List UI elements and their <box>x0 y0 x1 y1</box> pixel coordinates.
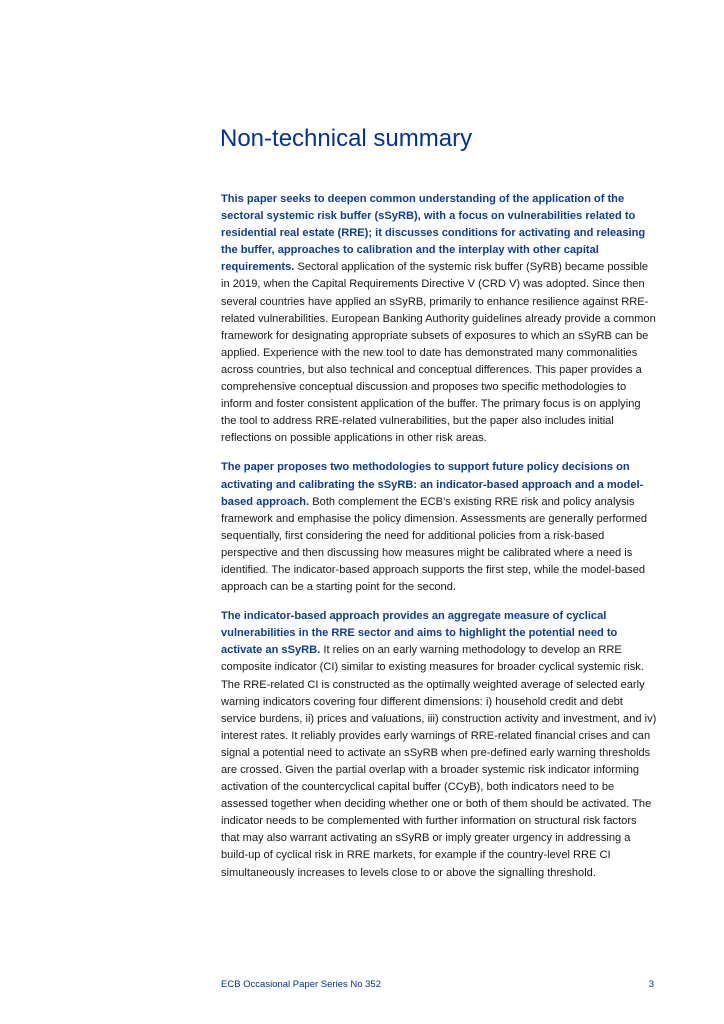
page-title: Non-technical summary <box>220 125 473 152</box>
paragraph-3 <box>221 608 658 882</box>
footer-page-number: 3 <box>648 979 654 990</box>
paragraph-lead: This paper seeks to deepen common understanding of the application of the sectoral systemic risk buffer (sSyRB), with a focus on vulnerabilities related to residential real estate (RRE); it discusses conditions for activating and releasing the buffer, approaches to calibration and the interplay with other capital requirements. <box>221 193 646 274</box>
paragraph-lead: The indicator-based approach provides an aggregate measure of cyclical vulnerabilities in the RRE sector and aims to highlight the potential need to activate an sSyRB. <box>221 610 618 657</box>
summary-body <box>221 191 658 894</box>
paragraph-text: Sectoral application of the systemic risk buffer (SyRB) became possible in 2019, when the Capital Requirements Directive V (CRD V) was adopted. Since then several countries have applied an sSyRB, primarily to enhance resilience against RRE-related vulnerabilities. European Banking Authority guidelines already provide a common framework for designating appropriate subsets of exposures to which an sSyRB can be applied. Experience with the new tool to date has demonstrated many commonalities across countries, but also technical and conceptual differences. This paper provides a comprehensive conceptual discussion and proposes two specific methodologies to inform and foster consistent application of the buffer. The primary focus is on applying the tool to address RRE-related vulnerabilities, but the paper also includes initial reflections on possible applications in other risk areas. <box>221 261 656 445</box>
paragraph-1 <box>221 191 658 447</box>
paragraph-lead: The paper proposes two methodologies to support future policy decisions on activating and calibrating the sSyRB: an indicator-based approach and a model-based approach. <box>221 461 644 508</box>
paragraph-2 <box>221 459 658 596</box>
paragraph-text: It relies on an early warning methodology to develop an RRE composite indicator (CI) similar to existing measures for broader cyclical systemic risk. The RRE-related CI is constructed as the optimally weighted average of selected early warning indicators covering four different dimensions: i) household credit and debt service burdens, ii) prices and valuations, iii) construction activity and investment, and iv) interest rates. It reliably provides early warnings of RRE-related financial crises and can signal a potential need to activate an sSyRB when pre-defined early warning thresholds are crossed. Given the partial overlap with a broader systemic risk indicator informing activation of the countercyclical capital buffer (CCyB), both indicators need to be assessed together when deciding whether one or both of them should be activated. The indicator needs to be complemented with further information on structural risk factors that may also warrant activating an sSyRB or imply greater urgency in addressing a build-up of cyclical risk in RRE markets, for example if the country-level RRE CI simultaneously increases to levels close to or above the signalling threshold. <box>221 644 657 879</box>
footer-series: ECB Occasional Paper Series No 352 <box>221 979 381 990</box>
paragraph-text: Both complement the ECB’s existing RRE risk and policy analysis framework and emphasise the policy dimension. Assessments are generally performed sequentially, first considering the need for additional policies from a risk-based perspective and then discussing how measures might be calibrated where a need is identified. The indicator-based approach supports the first step, while the model-based approach can be a starting point for the second. <box>221 495 648 594</box>
